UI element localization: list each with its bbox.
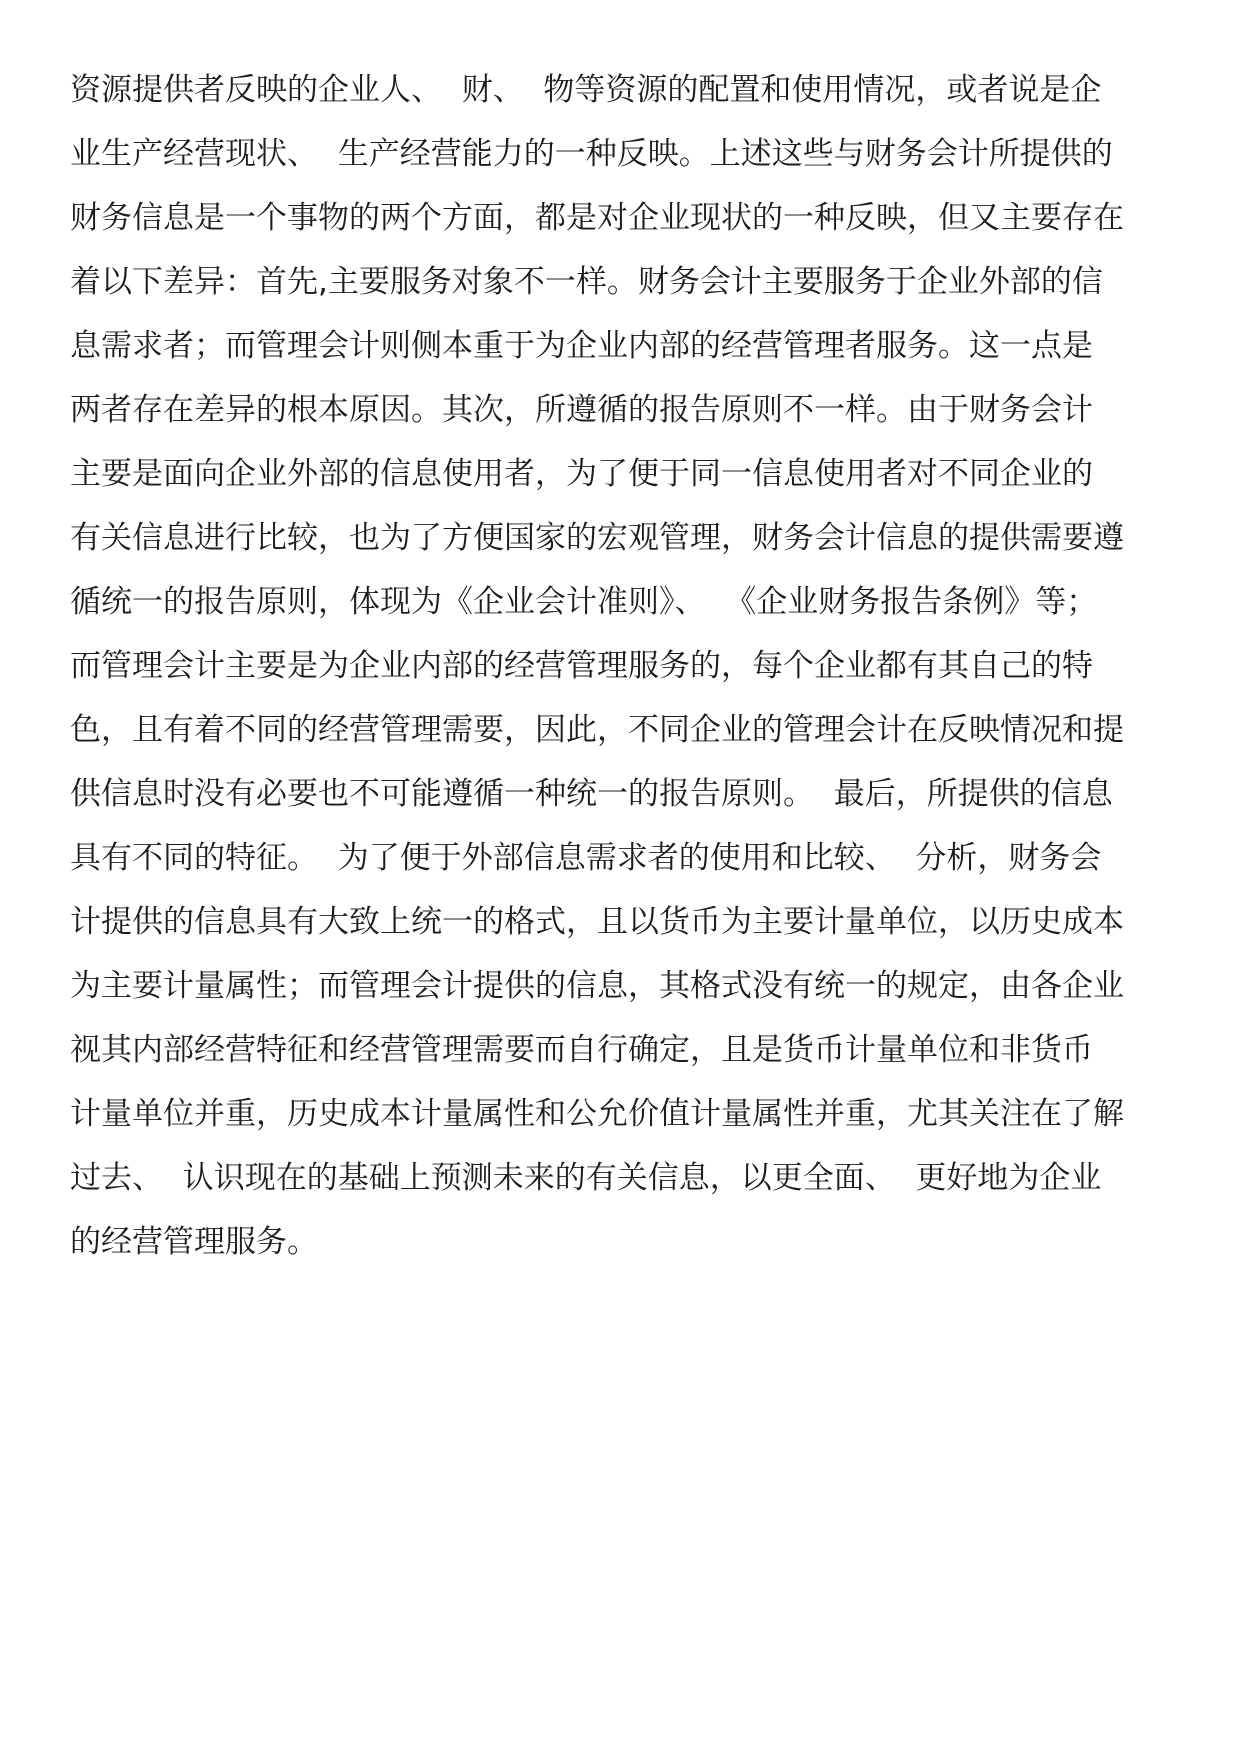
text-line-18: 过去、 认识现在的基础上预测未来的有关信息，以更全面、 更好地为企业 xyxy=(70,1160,1102,1196)
text-line-3: 财务信息是一个事物的两个方面，都是对企业现状的一种反映，但又主要存在 xyxy=(70,200,1124,236)
text-line-14: 计提供的信息具有大致上统一的格式，且以货币为主要计量单位，以历史成本 xyxy=(70,904,1124,940)
text-line-4: 着以下差异：首先,主要服务对象不一样。财务会计主要服务于企业外部的信 xyxy=(70,264,1103,300)
text-line-12: 供信息时没有必要也不可能遵循一种统一的报告原则。 最后，所提供的信息 xyxy=(70,776,1113,812)
text-line-1: 资源提供者反映的企业人、 财、 物等资源的配置和使用情况，或者说是企 xyxy=(70,72,1102,108)
text-line-11: 色，且有着不同的经营管理需要，因此，不同企业的管理会计在反映情况和提 xyxy=(70,712,1124,748)
text-line-10: 而管理会计主要是为企业内部的经营管理服务的，每个企业都有其自己的特 xyxy=(70,648,1093,684)
body-paragraph xyxy=(70,58,1180,1274)
text-line-5: 息需求者；而管理会计则侧本重于为企业内部的经营管理者服务。这一点是 xyxy=(70,328,1093,364)
text-line-6: 两者存在差异的根本原因。其次，所遵循的报告原则不一样。由于财务会计 xyxy=(70,392,1093,428)
text-line-7: 主要是面向企业外部的信息使用者，为了便于同一信息使用者对不同企业的 xyxy=(70,456,1093,492)
text-line-8: 有关信息进行比较，也为了方便国家的宏观管理，财务会计信息的提供需要遵 xyxy=(70,520,1124,556)
text-line-16: 视其内部经营特征和经营管理需要而自行确定，且是货币计量单位和非货币 xyxy=(70,1032,1093,1068)
text-line-9: 循统一的报告原则，体现为《企业会计准则》、 《企业财务报告条例》等； xyxy=(70,584,1098,620)
text-line-2: 业生产经营现状、 生产经营能力的一种反映。上述这些与财务会计所提供的 xyxy=(70,136,1113,172)
text-line-17: 计量单位并重，历史成本计量属性和公允价值计量属性并重，尤其关注在了解 xyxy=(70,1096,1124,1132)
text-line-15: 为主要计量属性；而管理会计提供的信息，其格式没有统一的规定，由各企业 xyxy=(70,968,1124,1004)
text-line-19: 的经营管理服务。 xyxy=(70,1224,318,1260)
text-line-13: 具有不同的特征。 为了便于外部信息需求者的使用和比较、 分析，财务会 xyxy=(70,840,1102,876)
